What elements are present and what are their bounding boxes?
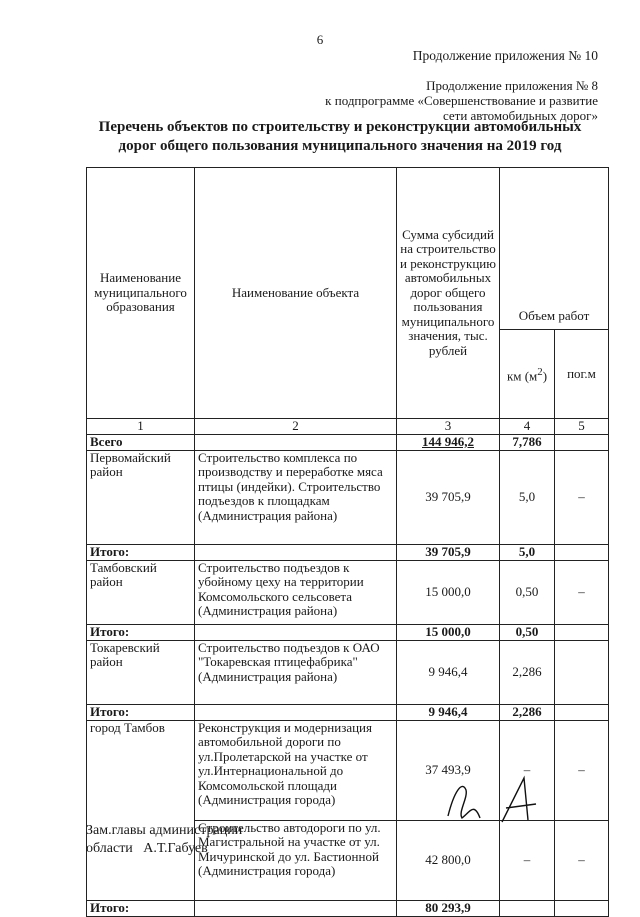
appendix-8-line: сети автомобильных дорог»: [442, 108, 598, 123]
empty-cell: [555, 434, 609, 450]
total-label: Всего: [87, 434, 195, 450]
subtotal-row: [87, 544, 609, 560]
sum-cell: 15 000,0: [397, 560, 500, 624]
object-cell: Строительство автодороги по ул. Магистральной на участке от ул. Мичуринской до ул. Бастионной (Администрация города): [195, 820, 397, 900]
linear-cell: –: [555, 720, 609, 820]
subtotal-km: 0,50: [500, 624, 555, 640]
subtotal-km: 2,286: [500, 704, 555, 720]
table-row: [87, 720, 609, 820]
column-numbers-row: [87, 419, 609, 435]
municipality-cell: Первомайский район: [87, 450, 195, 544]
linear-cell: –: [555, 820, 609, 900]
total-sum: 144 946,2: [397, 434, 500, 450]
empty-cell: [195, 624, 397, 640]
subtotal-label: Итого:: [87, 544, 195, 560]
municipality-cell: город Тамбов: [87, 720, 195, 900]
sum-cell: 37 493,9: [397, 720, 500, 820]
object-cell: Строительство подъездов к убойному цеху на территории Комсомольского сельсовета (Администрация района): [195, 560, 397, 624]
objects-table: [86, 167, 609, 917]
km-cell: 0,50: [500, 560, 555, 624]
empty-cell: [195, 900, 397, 916]
subtotal-row: [87, 704, 609, 720]
subtotal-label: Итого:: [87, 900, 195, 916]
header-object: Наименование объекта: [195, 168, 397, 419]
empty-cell: [195, 434, 397, 450]
empty-cell: [195, 544, 397, 560]
signer-name: области А.Т.Габуев: [86, 841, 208, 856]
column-number: 1: [87, 419, 195, 435]
subtotal-km: [500, 900, 555, 916]
linear-cell: –: [555, 560, 609, 624]
header-row: [87, 168, 609, 330]
subtotal-km: 5,0: [500, 544, 555, 560]
total-row: [87, 434, 609, 450]
header-km: км $(м^2)$: [500, 330, 555, 419]
linear-cell: [555, 640, 609, 704]
column-number: 5: [555, 419, 609, 435]
column-number: 2: [195, 419, 397, 435]
column-number: 3: [397, 419, 500, 435]
subtotal-label: Итого:: [87, 704, 195, 720]
empty-cell: [555, 704, 609, 720]
header-municipality: Наименование муниципального образования: [87, 168, 195, 419]
km-cell: –: [500, 720, 555, 820]
municipality-cell: Токаревский район: [87, 640, 195, 704]
subtotal-label: Итого:: [87, 624, 195, 640]
subtotal-row: [87, 624, 609, 640]
empty-cell: [555, 624, 609, 640]
linear-cell: –: [555, 450, 609, 544]
signature-block: [86, 822, 242, 858]
header-volume: Объем работ: [500, 168, 609, 330]
document-title: [70, 118, 610, 156]
appendix-10-continuation: Продолжение приложения № 10: [412, 48, 598, 63]
table-row: [87, 640, 609, 704]
column-number: 4: [500, 419, 555, 435]
object-cell: Строительство комплекса по производству и переработке мяса птицы (индейки). Строительство подъездов к площадкам (Администрация района): [195, 450, 397, 544]
object-cell: Реконструкция и модернизация автомобильной дороги по ул.Пролетарской на участке от ул.Интернациональной до Комсомольской площади (Администрация города): [195, 720, 397, 820]
title-line: Перечень объектов по строительству и реконструкции автомобильных: [98, 119, 582, 135]
signer-position: Зам.главы администрации: [86, 823, 243, 838]
empty-cell: [555, 544, 609, 560]
subtotal-sum: 9 946,4: [397, 704, 500, 720]
appendix-8-line: к подпрограмме «Совершенствование и развитие: [325, 93, 598, 108]
km-cell: 5,0: [500, 450, 555, 544]
title-line: дорог общего пользования муниципального значения на 2019 год: [118, 138, 562, 154]
header-subsidy: Сумма субсидий на строительство и реконструкцию автомобильных дорог общего пользования муниципального значения, тыс. рублей: [397, 168, 500, 419]
empty-cell: [195, 704, 397, 720]
sum-cell: 9 946,4: [397, 640, 500, 704]
empty-cell: [555, 900, 609, 916]
sum-cell: 42 800,0: [397, 820, 500, 900]
appendix-8-line: Продолжение приложения № 8: [426, 78, 598, 93]
object-cell: Строительство подъездов к ОАО "Токаревская птицефабрика" (Администрация района): [195, 640, 397, 704]
subtotal-sum: 80 293,9: [397, 900, 500, 916]
sum-cell: 39 705,9: [397, 450, 500, 544]
km-cell: 2,286: [500, 640, 555, 704]
municipality-cell: Тамбовский район: [87, 560, 195, 624]
subtotal-sum: 39 705,9: [397, 544, 500, 560]
table-row: [87, 560, 609, 624]
km-cell: –: [500, 820, 555, 900]
header-linear: пог.м: [555, 330, 609, 419]
subtotal-sum: 15 000,0: [397, 624, 500, 640]
appendix-8-continuation: [325, 78, 598, 123]
page-number: 6: [316, 32, 324, 47]
total-km: 7,786: [500, 434, 555, 450]
table-row: [87, 450, 609, 544]
subtotal-row: [87, 900, 609, 916]
